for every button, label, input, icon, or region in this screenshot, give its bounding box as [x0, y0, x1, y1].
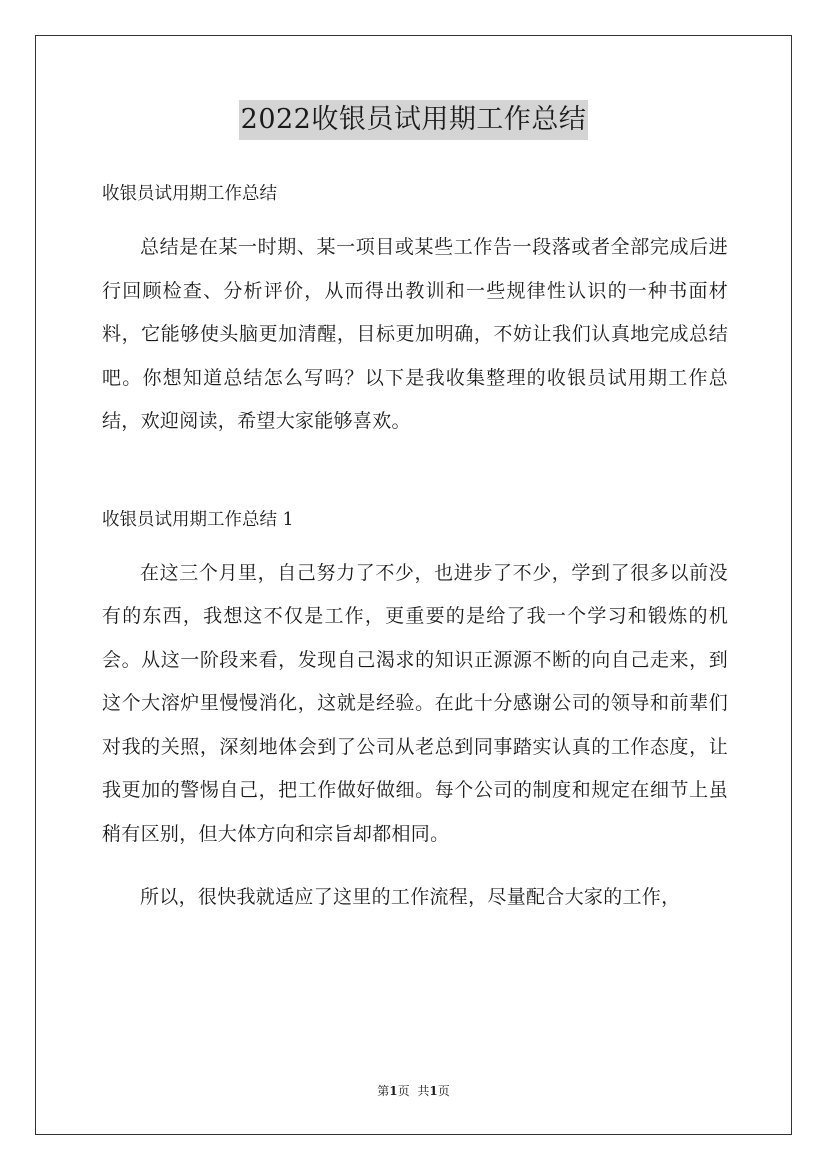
footer-total-number: 1 [429, 1084, 438, 1098]
footer-page-number: 1 [389, 1084, 398, 1098]
section-1-paragraph-2: 所以，很快我就适应了这里的工作流程，尽量配合大家的工作， [140, 886, 681, 908]
footer-page-suffix: 页 [397, 1084, 410, 1098]
footer-page-prefix: 第 [377, 1084, 390, 1098]
section-1-heading: 收银员试用期工作总结 1 [102, 509, 294, 530]
document-body [102, 176, 728, 920]
title-container [0, 100, 827, 140]
intro-paragraph: 总结是在某一时期、某一项目或某些工作告一段落或者全部完成后进行回顾检查、分析评价，从而得出教训和一些规律性认识的一种书面材料，它能够使头脑更加清醒，目标更加明确，不妨让我们认真地完成总结吧。你想知道总结怎么写吗？以下是我收集整理的收银员试用期工作总结，欢迎阅读，希望大家能够喜欢。 [102, 236, 728, 432]
intro-heading: 收银员试用期工作总结 [102, 184, 277, 204]
footer-total-suffix: 页 [437, 1084, 450, 1098]
section-1-paragraph-1: 在这三个月里，自己努力了不少，也进步了不少，学到了很多以前没有的东西，我想这不仅是工作，更重要的是给了我一个学习和锻炼的机会。从这一阶段来看，发现自己渴求的知识正源源不断的向自己走来，到这个大溶炉里慢慢消化，这就是经验。在此十分感谢公司的领导和前辈们对我的关照，深刻地体会到了公司从老总到同事踏实认真的工作态度，让我更加的警惕自己，把工作做好做细。每个公司的制度和规定在细节上虽稍有区别，但大体方向和宗旨却都相同。 [102, 561, 728, 845]
footer-total-prefix: 共 [417, 1084, 430, 1098]
document-title: 2022收银员试用期工作总结 [239, 100, 589, 140]
page-footer [0, 1082, 827, 1099]
section-spacer [102, 444, 728, 502]
